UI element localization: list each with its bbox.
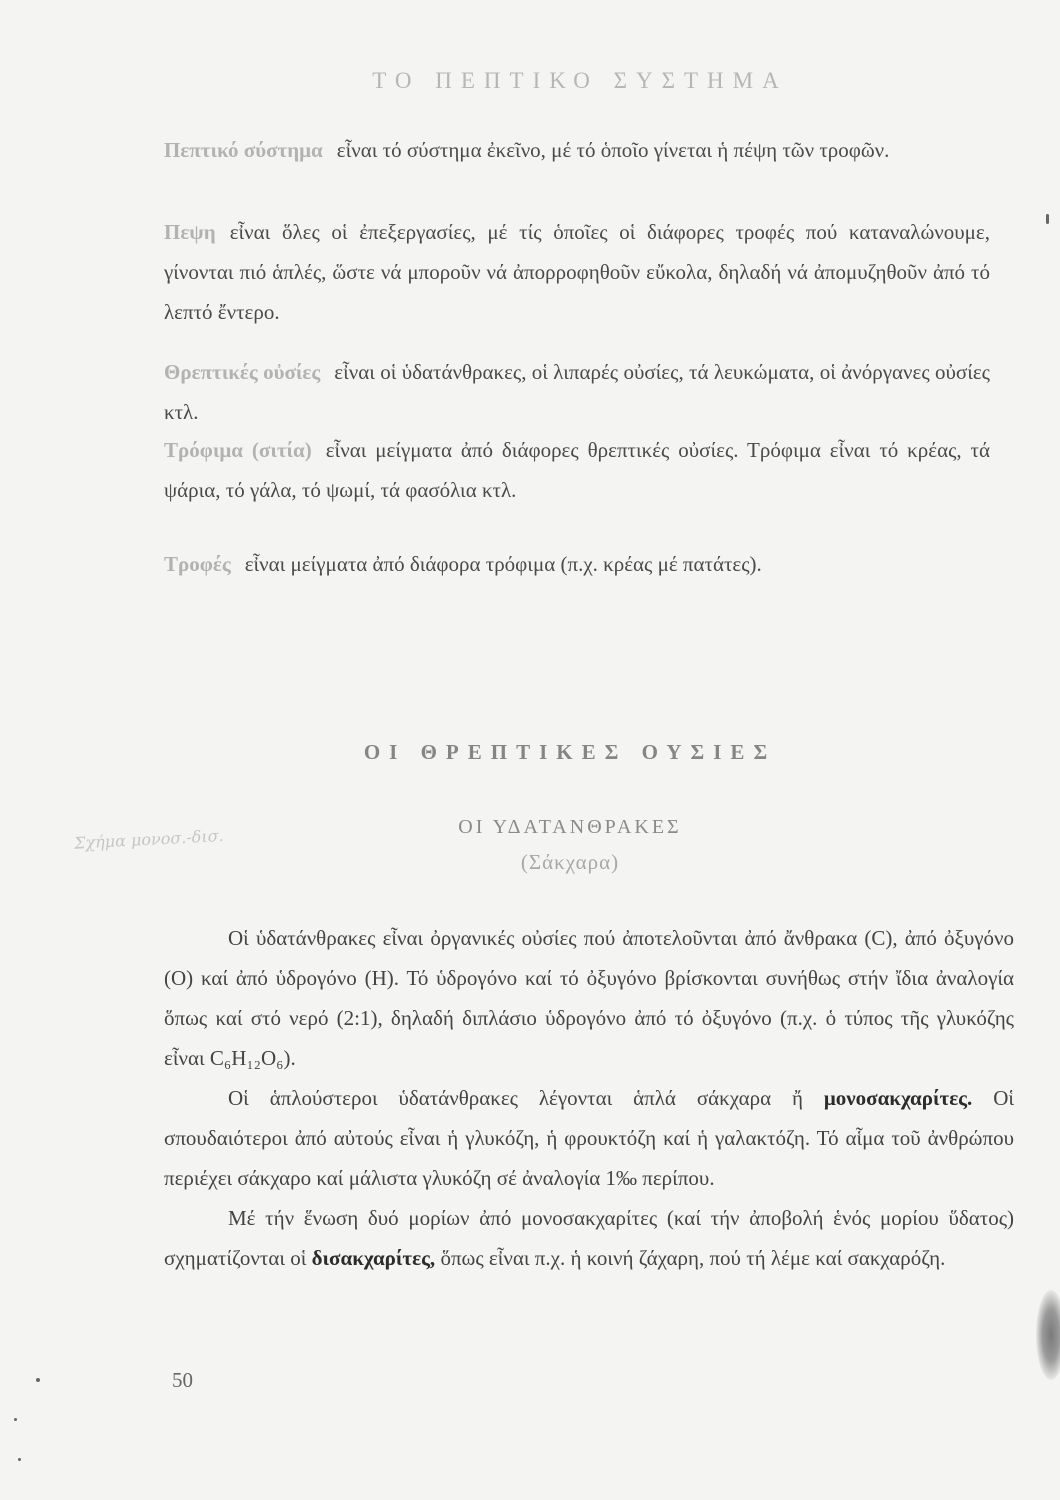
scan-smudge [1036,1290,1060,1380]
definition-digestion [164,212,990,332]
definition-term: Πεψη [164,220,216,244]
definition-text: εἶναι ὅλες οἱ ἐπεξεργασίες, μέ τίς ὁποῖες οἱ διάφορες τροφές πού καταναλώνουμε, γίνονται πιό ἁπλές, ὥστε νά μποροῦν νά ἀπορροφηθοῦν εὔκολα, δηλαδή νά ἀπομυζηθοῦν ἀπό τό λεπτό ἔντερο. [164,220,990,324]
handwritten-margin-note: Σχήμα μονοσ.-δισ. [73,825,225,853]
chapter-title: ΤΟ ΠΕΠΤΙΚΟ ΣΥΣΤΗΜΑ [372,68,788,93]
subsection-subtitle: (Σάκχαρα) [520,850,620,874]
definition-term: Θρεπτικές οὐσίες [164,360,321,384]
definition-text: εἶναι μείγματα ἀπό διάφορες θρεπτικές οὐσίες. Τρόφιμα εἶναι τό κρέας, τά ψάρια, τό γάλα, τό ψωμί, τά φασόλια κτλ. [164,438,990,502]
paragraph-text: ὅπως εἶναι π.χ. ἡ κοινή ζάχαρη, πού τή λέμε καί σακχαρόζη. [440,1246,946,1270]
definition-term: Τρόφιμα (σιτία) [164,438,312,462]
bold-term: δισακχαρίτες, [311,1246,436,1270]
page-number: 50 [172,1368,193,1392]
definition-text: εἶναι μείγματα ἀπό διάφορα τρόφιμα (π.χ. κρέας μέ πατάτες). [244,552,762,576]
scan-speck [18,1458,21,1461]
definition-nutrients [164,352,990,432]
scan-speck [1046,214,1049,224]
paragraph-monosaccharides [164,1078,1014,1198]
paragraph-text: Οἱ ἁπλούστεροι ὑδατάνθρακες λέγονται ἁπλά σάκχαρα ἤ [228,1086,803,1110]
subsection-heading: ΟΙ ΥΔΑΤΑΝΘΡΑΚΕΣ [458,816,682,838]
body-text [164,918,1014,1278]
section-heading: ΟΙ ΘΡΕΠΤΙΚΕΣ ΟΥΣΙΕΣ [363,740,777,764]
definition-text: εἶναι οἱ ὑδατάνθρακες, οἱ λιπαρές οὐσίες, τά λευκώματα, οἱ ἀνόργανες οὐσίες κτλ. [164,360,990,424]
paragraph-text: Οἱ σπουδαιότεροι ἀπό αὐτούς εἶναι ἡ γλυκόζη, ἡ φρουκτόζη καί ἡ γαλακτόζη. Τό αἷμα τοῦ ἀνθρώπου περιέχει σάκχαρο καί μάλιστα γλυκόζη σέ ἀναλογία 1‰ περίπου. [164,1086,1015,1190]
definition-text: εἶναι τό σύστημα ἐκεῖνο, μέ τό ὁποῖο γίνεται ἡ πέψη τῶν τροφῶν. [336,138,890,162]
definition-digestive-system [164,130,990,170]
definition-foods [164,544,990,584]
definition-term: Πεπτικό σύστημα [164,138,323,162]
definition-term: Τροφές [164,552,231,576]
scan-speck [14,1418,17,1421]
bold-term: μονοσακχαρίτες. [823,1086,973,1110]
paragraph-disaccharides [164,1198,1014,1278]
paragraph-text: Μέ τήν ἕνωση δυό μορίων ἀπό μονοσακχαρίτες (καί τήν ἀποβολή ἑνός μορίου ὕδατος) σχηματίζονται οἱ [164,1206,1014,1270]
scan-speck [36,1378,40,1382]
paragraph-carbohydrates-composition: Οἱ ὑδατάνθρακες εἶναι ὀργανικές οὐσίες πού ἀποτελοῦνται ἀπό ἄνθρακα (C), ἀπό ὀξυγόνο (O) καί ἀπό ὑδρογόνο (H). Τό ὑδρογόνο καί τό ὀξυγόνο βρίσκονται συνήθως στήν ἴδια ἀναλογία ὅπως καί στό νερό (2:1), δηλαδή διπλάσιο ὑδρογόνο ἀπό τό ὀξυγόνο (π.χ. ὁ τύπος τῆς γλυκόζης εἶναι C₆H₁₂O₆). [164,926,1014,1070]
definition-foodstuffs [164,430,990,510]
